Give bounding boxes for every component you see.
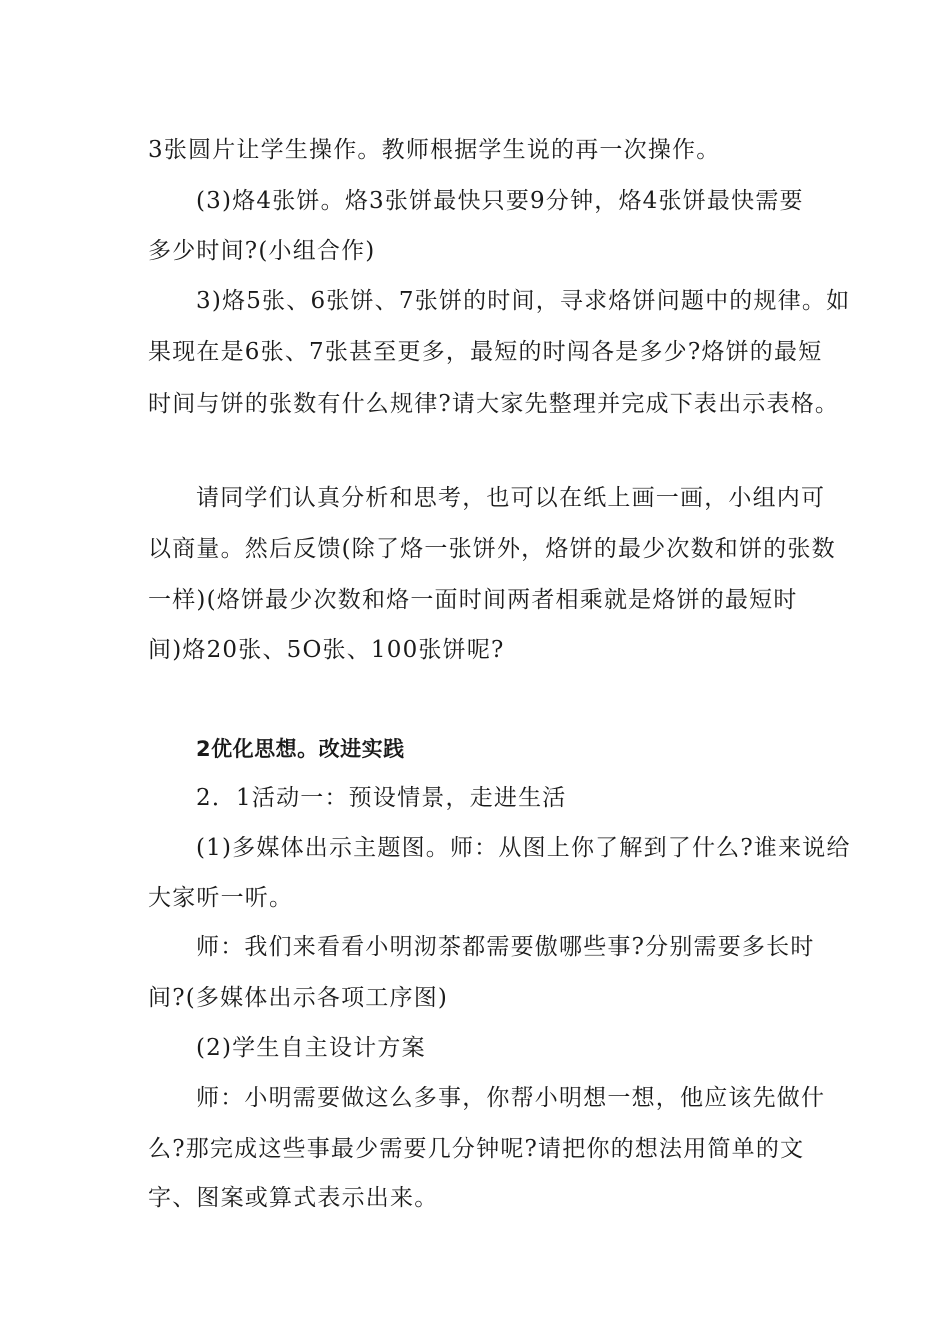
body-text-line: 多少时间?(小组合作)	[148, 238, 376, 264]
body-text-line: 以商量。然后反馈(除了烙一张饼外，烙饼的最少次数和饼的张数	[148, 536, 836, 562]
body-text-line: 师：小明需要做这么多事，你帮小明想一想，他应该先做什	[196, 1085, 826, 1111]
body-text-line: 师：我们来看看小明沏茶都需要傲哪些事?分别需要多长时	[196, 934, 815, 960]
body-text-line: 时间与饼的张数有什么规律?请大家先整理并完成下表出示表格。	[148, 391, 840, 417]
body-text-line: 大家听一听。	[148, 885, 294, 911]
body-text-line: (3)烙4张饼。烙3张饼最快只要9分钟，烙4张饼最快需要	[196, 188, 804, 214]
body-text-line: 间)烙20张、5O张、100张饼呢?	[148, 637, 505, 663]
body-text-line: 果现在是6张、7张甚至更多，最短的时闯各是多少?烙饼的最短	[148, 339, 823, 365]
section-heading: 2优化思想。改进实践	[196, 737, 405, 761]
body-text-line: 间?(多媒体出示各项工序图)	[148, 985, 449, 1011]
subsection-heading: 2．1活动一：预设情景，走进生活	[196, 785, 567, 811]
body-text-line: (1)多媒体出示主题图。师：从图上你了解到了什么?谁来说给	[196, 835, 851, 861]
body-text-line: 一样)(烙饼最少次数和烙一面时间两者相乘就是烙饼的最短时	[148, 587, 798, 613]
body-text-line: 么?那完成这些事最少需要几分钟呢?请把你的想法用简单的文	[148, 1136, 805, 1162]
body-text-line: 3张圆片让学生操作。教师根据学生说的再一次操作。	[148, 137, 721, 163]
body-text-line: 请同学们认真分析和思考，也可以在纸上画一画，小组内可	[196, 485, 826, 511]
body-text-line: 字、图案或算式表示出来。	[148, 1185, 439, 1211]
body-text-line: 3)烙5张、6张饼、7张饼的时间，寻求烙饼问题中的规律。如	[196, 288, 851, 314]
body-text-line: (2)学生自主设计方案	[196, 1035, 426, 1061]
